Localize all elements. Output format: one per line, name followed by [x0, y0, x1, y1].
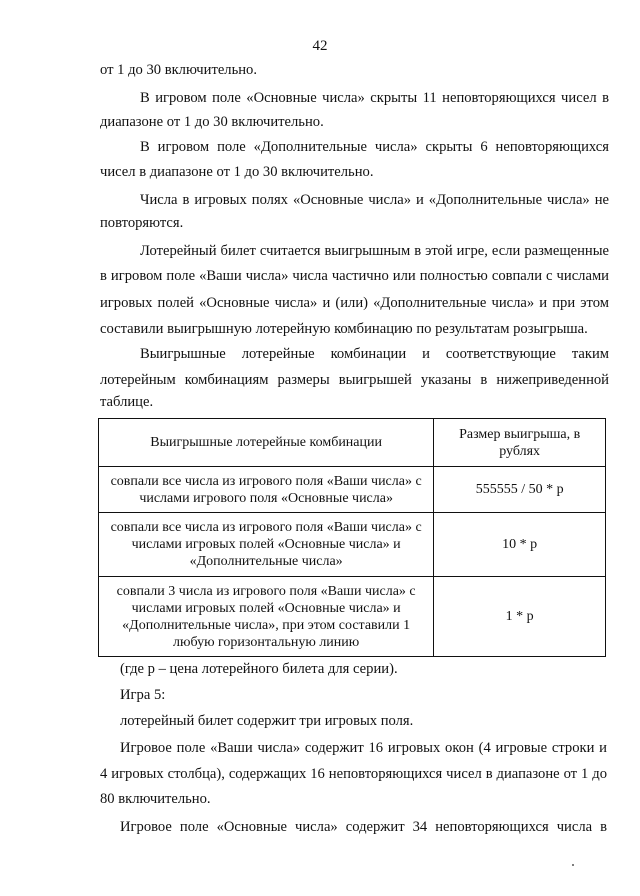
winnings-table — [98, 418, 606, 657]
text-line: составили выигрышную лотерейную комбинацию по результатам розыгрыша. — [100, 321, 588, 337]
page-number: 42 — [312, 38, 328, 54]
table-header-prize: Размер выигрыша, в рублях — [434, 419, 606, 467]
scan-speck — [572, 864, 574, 866]
text-line: лотерейным комбинациям размеры выигрышей указаны в нижеприведенной — [100, 372, 609, 388]
table-row — [99, 467, 606, 513]
text-line: В игровом поле «Основные числа» скрыты 11 неповторяющихся чисел в — [140, 90, 609, 106]
text-line: повторяются. — [100, 215, 184, 231]
text-line: Выигрышные лотерейные комбинации и соответствующие таким — [140, 346, 609, 362]
table-header-combinations: Выигрышные лотерейные комбинации — [99, 419, 434, 467]
table-header-row — [99, 419, 606, 467]
prize-cell: 555555 / 50 * р — [434, 467, 606, 513]
table-row — [99, 577, 606, 657]
text-line: Числа в игровых полях «Основные числа» и «Дополнительные числа» не — [140, 192, 609, 208]
text-line: (где р – цена лотерейного билета для серии). — [120, 661, 398, 677]
combination-cell: совпали все числа из игрового поля «Ваши числа» с числами игрового поля «Основные числа» — [99, 467, 434, 513]
prize-cell: 10 * р — [434, 513, 606, 577]
combination-cell: совпали все числа из игрового поля «Ваши числа» с числами игровых полей «Основные числа» и «Дополнительные числа» — [99, 513, 434, 577]
text-line: Игра 5: — [120, 687, 166, 703]
text-line: лотерейный билет содержит три игровых поля. — [120, 713, 414, 729]
text-line: 80 включительно. — [100, 791, 211, 807]
text-line: Игровое поле «Ваши числа» содержит 16 игровых окон (4 игровые строки и — [120, 740, 607, 756]
text-line: В игровом поле «Дополнительные числа» скрыты 6 неповторяющихся — [140, 139, 609, 155]
text-line: 4 игровых столбца), содержащих 16 неповторяющихся чисел в диапазоне от 1 до — [100, 766, 607, 782]
text-line: Лотерейный билет считается выигрышным в этой игре, если размещенные — [140, 243, 609, 259]
text-line: игровых полей «Основные числа» и (или) «Дополнительные числа» и при этом — [100, 295, 609, 311]
combination-cell: совпали 3 числа из игрового поля «Ваши числа» с числами игровых полей «Основные числа» и «Дополнительные числа», при этом составили 1 любую горизонтальную линию — [99, 577, 434, 657]
text-line: в игровом поле «Ваши числа» числа частично или полностью совпали с числами — [100, 268, 609, 284]
prize-cell: 1 * р — [434, 577, 606, 657]
text-line: от 1 до 30 включительно. — [100, 62, 257, 78]
text-line: чисел в диапазоне от 1 до 30 включительно. — [100, 164, 374, 180]
text-line: диапазоне от 1 до 30 включительно. — [100, 114, 324, 130]
table-row — [99, 513, 606, 577]
text-line: таблице. — [100, 394, 154, 410]
text-line: Игровое поле «Основные числа» содержит 34 неповторяющихся числа в — [120, 819, 607, 835]
